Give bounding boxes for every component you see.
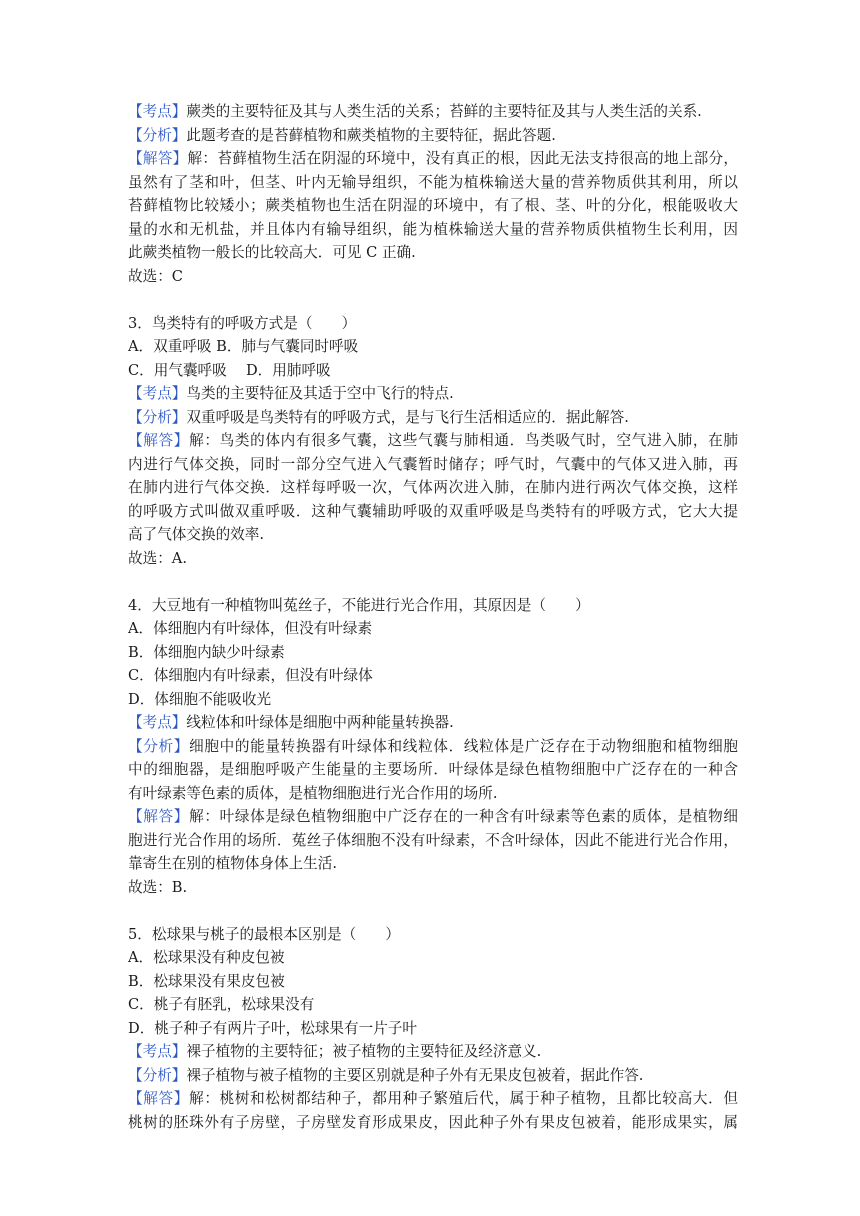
line-text: 4．大豆地有一种植物叫菟丝子，不能进行光合作用，其原因是（ ） [128, 596, 590, 614]
line-text: 中的细胞器，是细胞呼吸产生能量的主要场所．叶绿体是绿色植物细胞中广泛存在的一种含 [128, 761, 738, 778]
text-line [128, 171, 738, 195]
line-text: 解：叶绿体是绿色植物细胞中广泛存在的一种含有叶绿素等色素的质体，是植物细 [189, 808, 738, 825]
text-line [128, 923, 738, 947]
labeled-line [128, 805, 738, 829]
answer-section-q2 [128, 100, 738, 288]
section-tag: 【解答】 [128, 808, 190, 825]
text-line [128, 335, 738, 359]
text-line [128, 993, 738, 1017]
line-text: 故选：A. [128, 549, 187, 567]
line-text: 3．鸟类特有的呼吸方式是（ ） [128, 314, 357, 332]
line-text: A．体细胞内有叶绿体，但没有叶绿素 [128, 620, 373, 637]
document-body [128, 100, 738, 1134]
text-line [128, 641, 738, 665]
line-text: D．桃子种子有两片子叶，松球果有一片子叶 [128, 1019, 417, 1037]
labeled-line [128, 147, 738, 171]
text-line [128, 664, 738, 688]
labeled-line [128, 1064, 738, 1088]
line-text: 双重呼吸是鸟类特有的呼吸方式，是与飞行生活相适应的．据此解答. [186, 408, 629, 426]
section-tag: 【分析】 [128, 408, 187, 426]
line-text: A．双重呼吸 B．肺与气囊同时呼吸 [128, 338, 359, 355]
document-page [128, 100, 738, 1134]
section-tag: 【考点】 [128, 103, 187, 120]
paragraph-gap [128, 899, 738, 923]
line-text: 在肺内进行气体交换．这样每呼吸一次，气体两次进入肺，在肺内进行两次气体交换，这样 [128, 479, 738, 496]
text-line [128, 829, 738, 853]
line-text: 高了气体交换的效率. [128, 526, 264, 543]
line-text: 裸子植物的主要特征；被子植物的主要特征及经济意义. [186, 1043, 542, 1060]
line-text: 鸟类的主要特征及其适于空中飞行的特点. [186, 385, 454, 402]
paragraph-gap [128, 570, 738, 594]
text-line [128, 852, 738, 876]
line-text: C．桃子有胚乳，松球果没有 [128, 996, 315, 1013]
labeled-line [128, 1087, 738, 1111]
labeled-line [128, 1040, 738, 1064]
paragraph-gap [128, 288, 738, 312]
section-tag: 【考点】 [128, 714, 187, 731]
line-text: B．松球果没有果皮包被 [128, 972, 285, 990]
labeled-line [128, 735, 738, 759]
text-line [128, 1111, 738, 1135]
text-line [128, 758, 738, 782]
labeled-line [128, 406, 738, 430]
text-line [128, 876, 738, 900]
line-text: 裸子植物与被子植物的主要区别就是种子外有无果皮包被着，据此作答. [186, 1066, 644, 1084]
line-text: 解：鸟类的体内有很多气囊，这些气囊与肺相通．鸟类吸气时，空气进入肺，在肺 [189, 432, 738, 449]
text-line [128, 782, 738, 806]
text-line [128, 594, 738, 618]
text-line [128, 500, 738, 524]
text-line [128, 970, 738, 994]
line-text: 量的水和无机盐，并且体内有输导组织，能为植株输送大量的营养物质供植物生长利用，因 [128, 220, 738, 238]
line-text: 细胞中的能量转换器有叶绿体和线粒体．线粒体是广泛存在于动物细胞和植物细胞 [189, 737, 738, 755]
line-text: B．体细胞内缺少叶绿素 [128, 643, 285, 661]
line-text: 靠寄生在别的植物体身体上生活. [128, 855, 337, 872]
line-text: 故选：B. [128, 878, 188, 896]
section-tag: 【分析】 [128, 737, 190, 755]
text-line [128, 946, 738, 970]
line-text: 虽然有了茎和叶，但茎、叶内无输导组织，不能为植株输送大量的营养物质供其利用，所以 [128, 173, 738, 191]
text-line [128, 453, 738, 477]
labeled-line [128, 100, 738, 124]
labeled-line [128, 429, 738, 453]
text-line [128, 523, 738, 547]
line-text: 桃树的胚珠外有子房壁，子房壁发育形成果皮，因此种子外有果皮包被着，能形成果实，属 [128, 1113, 738, 1131]
line-text: 此蕨类植物一般长的比较高大．可见 C 正确. [128, 244, 416, 261]
question-section-4 [128, 594, 738, 900]
text-line [128, 241, 738, 265]
line-text: 故选：C [128, 267, 183, 285]
line-text: C．体细胞内有叶绿素，但没有叶绿体 [128, 667, 373, 684]
line-text: 此题考查的是苔藓植物和蕨类植物的主要特征，据此答题. [186, 126, 556, 144]
line-text: 胞进行光合作用的场所．菟丝子体细胞不没有叶绿素，不含叶绿体，因此不能进行光合作用， [128, 831, 738, 849]
text-line [128, 688, 738, 712]
text-line [128, 547, 738, 571]
question-section-3 [128, 312, 738, 571]
line-text: D．体细胞不能吸收光 [128, 690, 272, 708]
section-tag: 【考点】 [128, 1043, 187, 1060]
line-text: C．用气囊呼吸 D．用肺呼吸 [128, 361, 331, 379]
section-tag: 【解答】 [128, 432, 190, 449]
labeled-line [128, 124, 738, 148]
text-line [128, 312, 738, 336]
line-text: A．松球果没有种皮包被 [128, 949, 285, 966]
line-text: 的呼吸方式叫做双重呼吸．这种气囊辅助呼吸的双重呼吸是鸟类特有的呼吸方式，它大大提 [128, 502, 738, 520]
text-line [128, 194, 738, 218]
section-tag: 【解答】 [128, 1090, 190, 1107]
section-tag: 【分析】 [128, 1066, 187, 1084]
line-text: 内进行气体交换，同时一部分空气进入气囊暂时储存；呼气时，气囊中的气体又进入肺，再 [128, 455, 738, 473]
line-text: 解：苔藓植物生活在阴湿的环境中，没有真正的根，因此无法支持很高的地上部分， [187, 150, 738, 167]
question-section-5 [128, 923, 738, 1135]
labeled-line [128, 382, 738, 406]
line-text: 5．松球果与桃子的最根本区别是（ ） [128, 925, 400, 943]
line-text: 蕨类的主要特征及其与人类生活的关系；苔鲜的主要特征及其与人类生活的关系. [186, 103, 702, 120]
text-line [128, 1017, 738, 1041]
text-line [128, 359, 738, 383]
labeled-line [128, 711, 738, 735]
line-text: 苔藓植物比较矮小；蕨类植物也生活在阴湿的环境中，有了根、茎、叶的分化，根能吸收大 [128, 197, 738, 214]
text-line [128, 476, 738, 500]
section-tag: 【分析】 [128, 126, 187, 144]
line-text: 解：桃树和松树都结种子，都用种子繁殖后代，属于种子植物，且都比较高大．但 [189, 1090, 738, 1107]
text-line [128, 218, 738, 242]
line-text: 线粒体和叶绿体是细胞中两种能量转换器. [186, 714, 454, 731]
section-tag: 【考点】 [128, 385, 187, 402]
text-line [128, 617, 738, 641]
section-tag: 【解答】 [128, 150, 188, 167]
line-text: 有叶绿素等色素的质体，是植物细胞进行光合作用的场所. [128, 784, 498, 802]
text-line [128, 265, 738, 289]
